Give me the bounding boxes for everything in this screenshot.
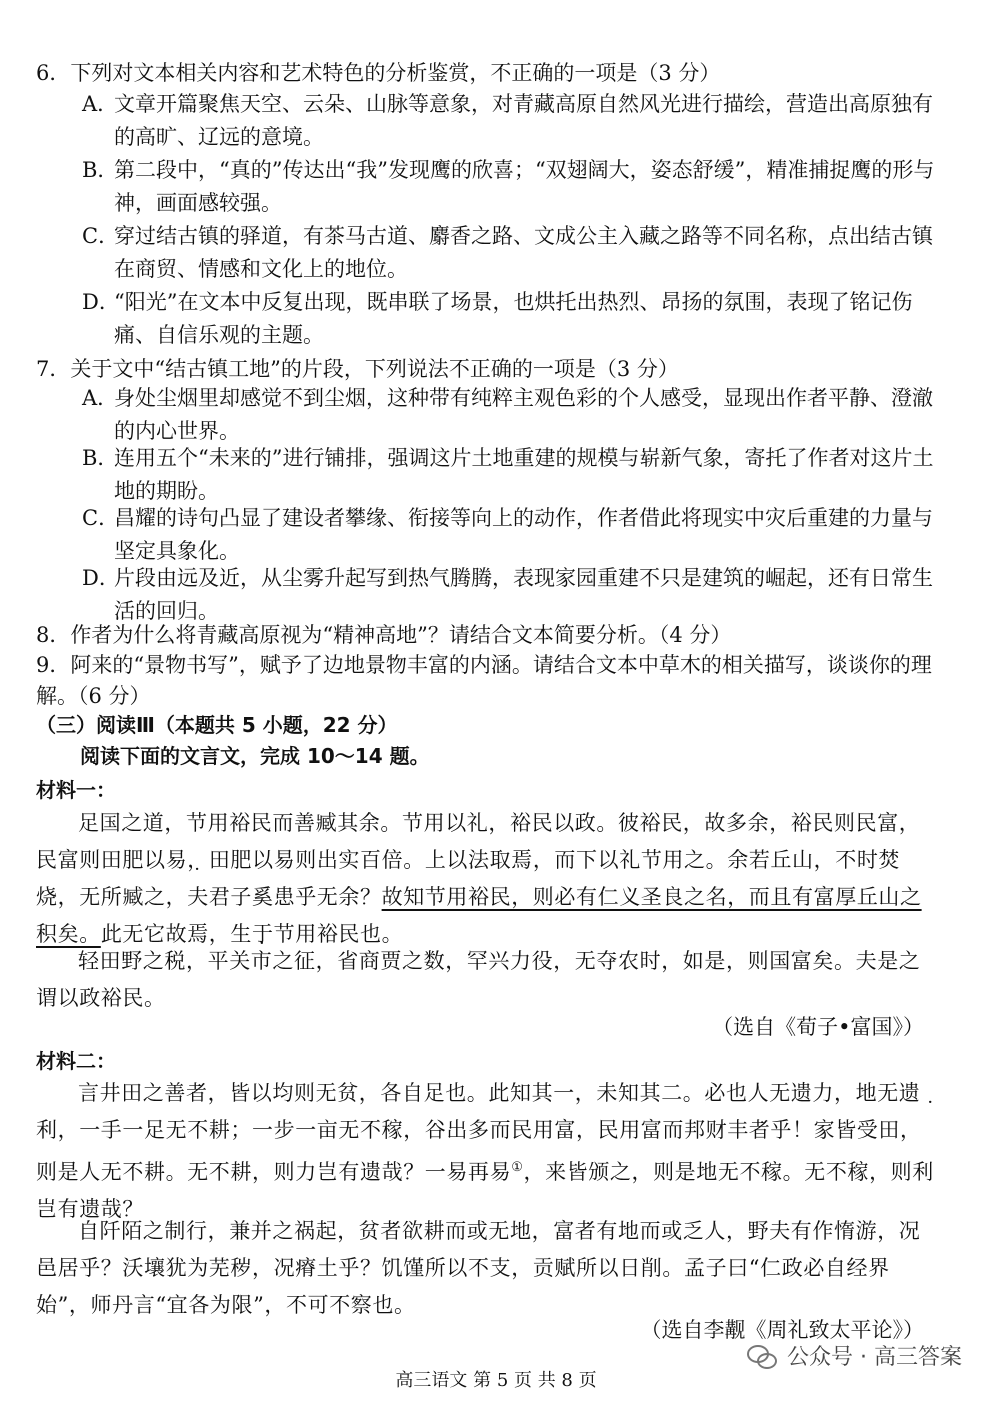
text-run: ，田肥以易则出实百倍。上以法取焉，而下以礼节用之。余若丘山，不时焚烧，无所臧之，夫君子奚患乎无余？ (36, 848, 901, 909)
text-run: 言井田之善者，皆以均则无贫，各自足也。此知其一，未知其二。必也人无遗力，地无 (78, 1081, 899, 1105)
material-2-source: （选自李觏《周礼致太平论》） (640, 1318, 924, 1342)
page-footer: 高三语文 第 5 页 共 8 页 (395, 1370, 597, 1391)
question-8: 8．作者为什么将青藏高原视为“精神高地”？请结合文本简要分析。（4 分） (36, 623, 732, 647)
material-1-source: （选自《荀子•富国》） (712, 1015, 924, 1039)
option-text: 连用五个“未来的”进行铺排，强调这片土地重建的规模与崭新气象，寄托了作者对这片土地的期盼。 (114, 446, 934, 503)
section-instruction: 阅读下面的文言文，完成 10～14 题。 (80, 744, 430, 768)
question-7-stem: 7．关于文中“结古镇工地”的片段，下列说法不正确的一项是（3 分） (36, 357, 679, 381)
question-9: 9．阿来的“景物书写”，赋予了边地景物丰富的内涵。请结合文本中草木的相关描写，谈谈你的理解。（6 分） (36, 653, 932, 708)
text-run: 于节用裕民也。 (252, 922, 404, 946)
footnote-marker: ① (511, 1160, 524, 1175)
q6-option-d (82, 286, 940, 352)
option-text: 身处尘烟里却感觉不到尘烟，这种带有纯粹主观色彩的个人感受，显现出作者平静、澄澈的内心世界。 (114, 386, 933, 443)
option-letter: B． (82, 158, 119, 182)
underlined-sentence: 故知节用裕民，则必有仁义圣良之名，而且有富厚丘山之积矣。 (36, 885, 922, 946)
option-text: 文章开篇聚焦天空、云朵、山脉等意象，对青藏高原自然风光进行描绘，营造出高原独有的高旷、辽远的意境。 (114, 92, 933, 149)
text-run: 利，一手一足无不耕；一步一亩无不稼，谷出多而民用富，民用富而邦财丰者乎！家皆受田，则是人无不耕。无不耕，则力岂有遗哉？一易再易 (36, 1118, 922, 1184)
q7-option-b (82, 442, 940, 508)
option-letter: D． (82, 290, 120, 314)
q7-option-c (82, 502, 940, 568)
option-text: 昌耀的诗句凸显了建设者攀缘、衔接等向上的动作，作者借此将现实中灾后重建的力量与坚定具象化。 (114, 506, 933, 563)
material-1-paragraph-1 (36, 805, 940, 953)
watermark-text: 公众号 · 高三答案 (787, 1345, 962, 1370)
material-2-paragraph-2: 自阡陌之制行，兼并之祸起，贫者欲耕而或无地，富者有地而或乏人，野夫有作惰游，况邑居乎？沃壤犹为芜秽，况瘠土乎？饥馑所以不支，贡赋所以日削。孟子曰“仁政必自经界始”，师丹言“宜各为限”，不可不察也。 (36, 1219, 921, 1317)
dotted-character: 生 (230, 922, 253, 946)
option-text: 片段由远及近，从尘雾升起写到热气腾腾，表现家园重建不只是建筑的崛起，还有日常生活的回归。 (114, 566, 933, 623)
option-text: “阳光”在文本中反复出现，既串联了场景，也烘托出热烈、昂扬的氛围，表现了铭记伤痛、自信乐观的主题。 (114, 290, 913, 347)
text-run: ，来皆颁之，则是地无不稼。无不稼，则利岂有遗哉？ (36, 1160, 934, 1221)
text-run: 足国之道，节用裕民而善臧其余。节用以礼，裕民以政。彼裕民，故多余，裕民则民富，民富则田肥以 (36, 811, 921, 872)
option-letter: C． (82, 224, 120, 248)
section-title: （三）阅读Ⅲ（本题共 5 小题，22 分） (36, 713, 398, 737)
material-1-paragraph-2: 轻田野之税，平关市之征，省商贾之数，罕兴力役，无夺农时，如是，则国富矣。夫是之谓以政裕民。 (36, 949, 921, 1010)
material-1-label: 材料一： (36, 778, 116, 802)
text-run: 此无它故焉， (100, 922, 231, 946)
question-6-stem: 6．下列对文本相关内容和艺术特色的分析鉴赏，不正确的一项是（3 分） (36, 61, 721, 85)
dotted-character: 易 (165, 848, 188, 872)
option-letter: A． (82, 92, 119, 116)
material-2-paragraph-1 (36, 1075, 940, 1228)
dotted-character: 遗 (898, 1081, 921, 1105)
option-letter: B． (82, 446, 119, 470)
q7-option-a (82, 382, 940, 448)
option-letter: D． (82, 566, 120, 590)
option-text: 穿过结古镇的驿道，有茶马古道、麝香之路、文成公主入藏之路等不同名称，点出结古镇在商贸、情感和文化上的地位。 (114, 224, 933, 281)
option-letter: C． (82, 506, 120, 530)
material-2-label: 材料二： (36, 1049, 116, 1073)
q6-option-a (82, 88, 940, 154)
wechat-icon (745, 1343, 779, 1369)
q6-option-c (82, 220, 940, 286)
q6-option-b (82, 154, 940, 220)
q7-option-d (82, 562, 940, 628)
option-letter: A． (82, 386, 119, 410)
option-text: 第二段中，“真的”传达出“我”发现鹰的欣喜；“双翅阔大，姿态舒缓”，精准捕捉鹰的形与神，画面感较强。 (114, 158, 935, 215)
